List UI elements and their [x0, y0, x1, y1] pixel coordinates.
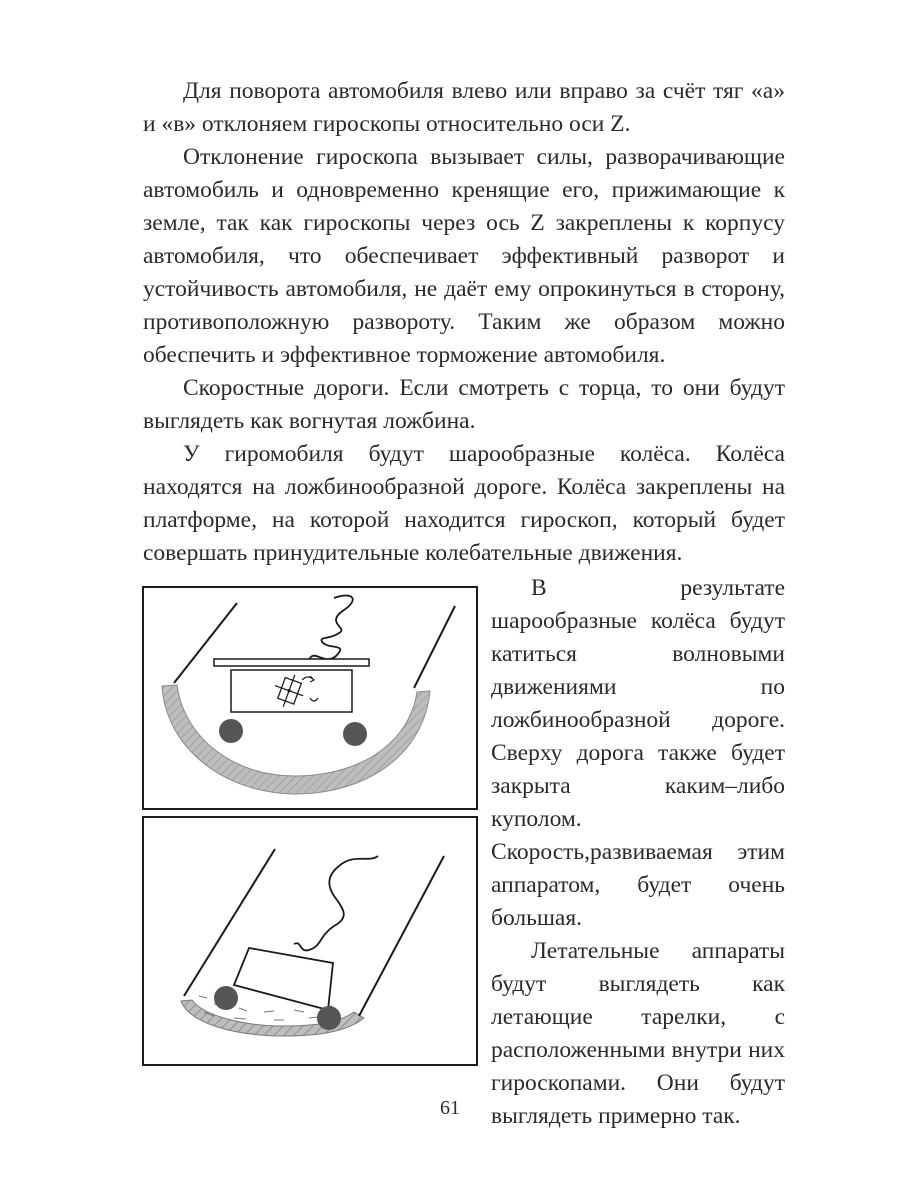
left-wall-line [174, 603, 237, 683]
figure-road-perspective [142, 816, 478, 1066]
paragraph: Летательные аппараты будут выглядеть как летающие тарелки, с расположенными внутри них гироскопами. Они будут выглядеть примерно так. [491, 938, 785, 1129]
paragraph: Отклонение гироскопа вызывает силы, разворачивающие автомобиль и одновременно кренящие его, прижимающие к земле, так как гироскопы через ось Z закреплены к корпусу автомобиля, что обеспечивает эффективный разворот и устойчивость автомобиля, не даёт ему опрокинуться в сторону, противоположную развороту. Таким же образом можно обеспечить и эффективное торможение автомобиля. [143, 144, 785, 368]
road-cross-section-drawing [144, 588, 476, 808]
paragraph: Скоростные дороги. Если смотреть с торца, то они будут выглядеть как вогнутая ложбина. [143, 375, 785, 434]
paragraph: Для поворота автомобиля влево или вправо за счёт тяг «а» и «в» отклоняем гироскопы относительно оси Z. [143, 78, 785, 137]
wheel-right [343, 722, 367, 746]
right-wall-line [414, 606, 455, 688]
car-body [234, 948, 333, 1010]
figure-road-cross-section [142, 586, 478, 810]
paragraph: У гиромобиля будут шарообразные колёса. Колёса находятся на ложбинообразной дороге. Колёса закреплены на платформе, на которой находится гироскоп, который будет совершать принудительные колебательные движения. [143, 441, 785, 566]
wheel-left [214, 986, 238, 1010]
side-text [491, 572, 785, 1133]
road-perspective-drawing [144, 818, 476, 1064]
squiggle-line [294, 856, 378, 950]
squiggle-line [309, 596, 353, 660]
right-wall-line [359, 856, 444, 1016]
page-number: 61 [440, 1097, 460, 1119]
main-text [143, 75, 785, 570]
wheel-right [317, 1006, 341, 1030]
wheel-left [219, 719, 243, 743]
paragraph: В результате шарообразные колёса будут катиться волновыми движениями по ложбинообразной дороге. Сверху дорога также будет закрыта каким–либо куполом. Скорость,развиваемая этим аппаратом, будет очень большая. [491, 575, 785, 931]
platform [214, 659, 369, 666]
